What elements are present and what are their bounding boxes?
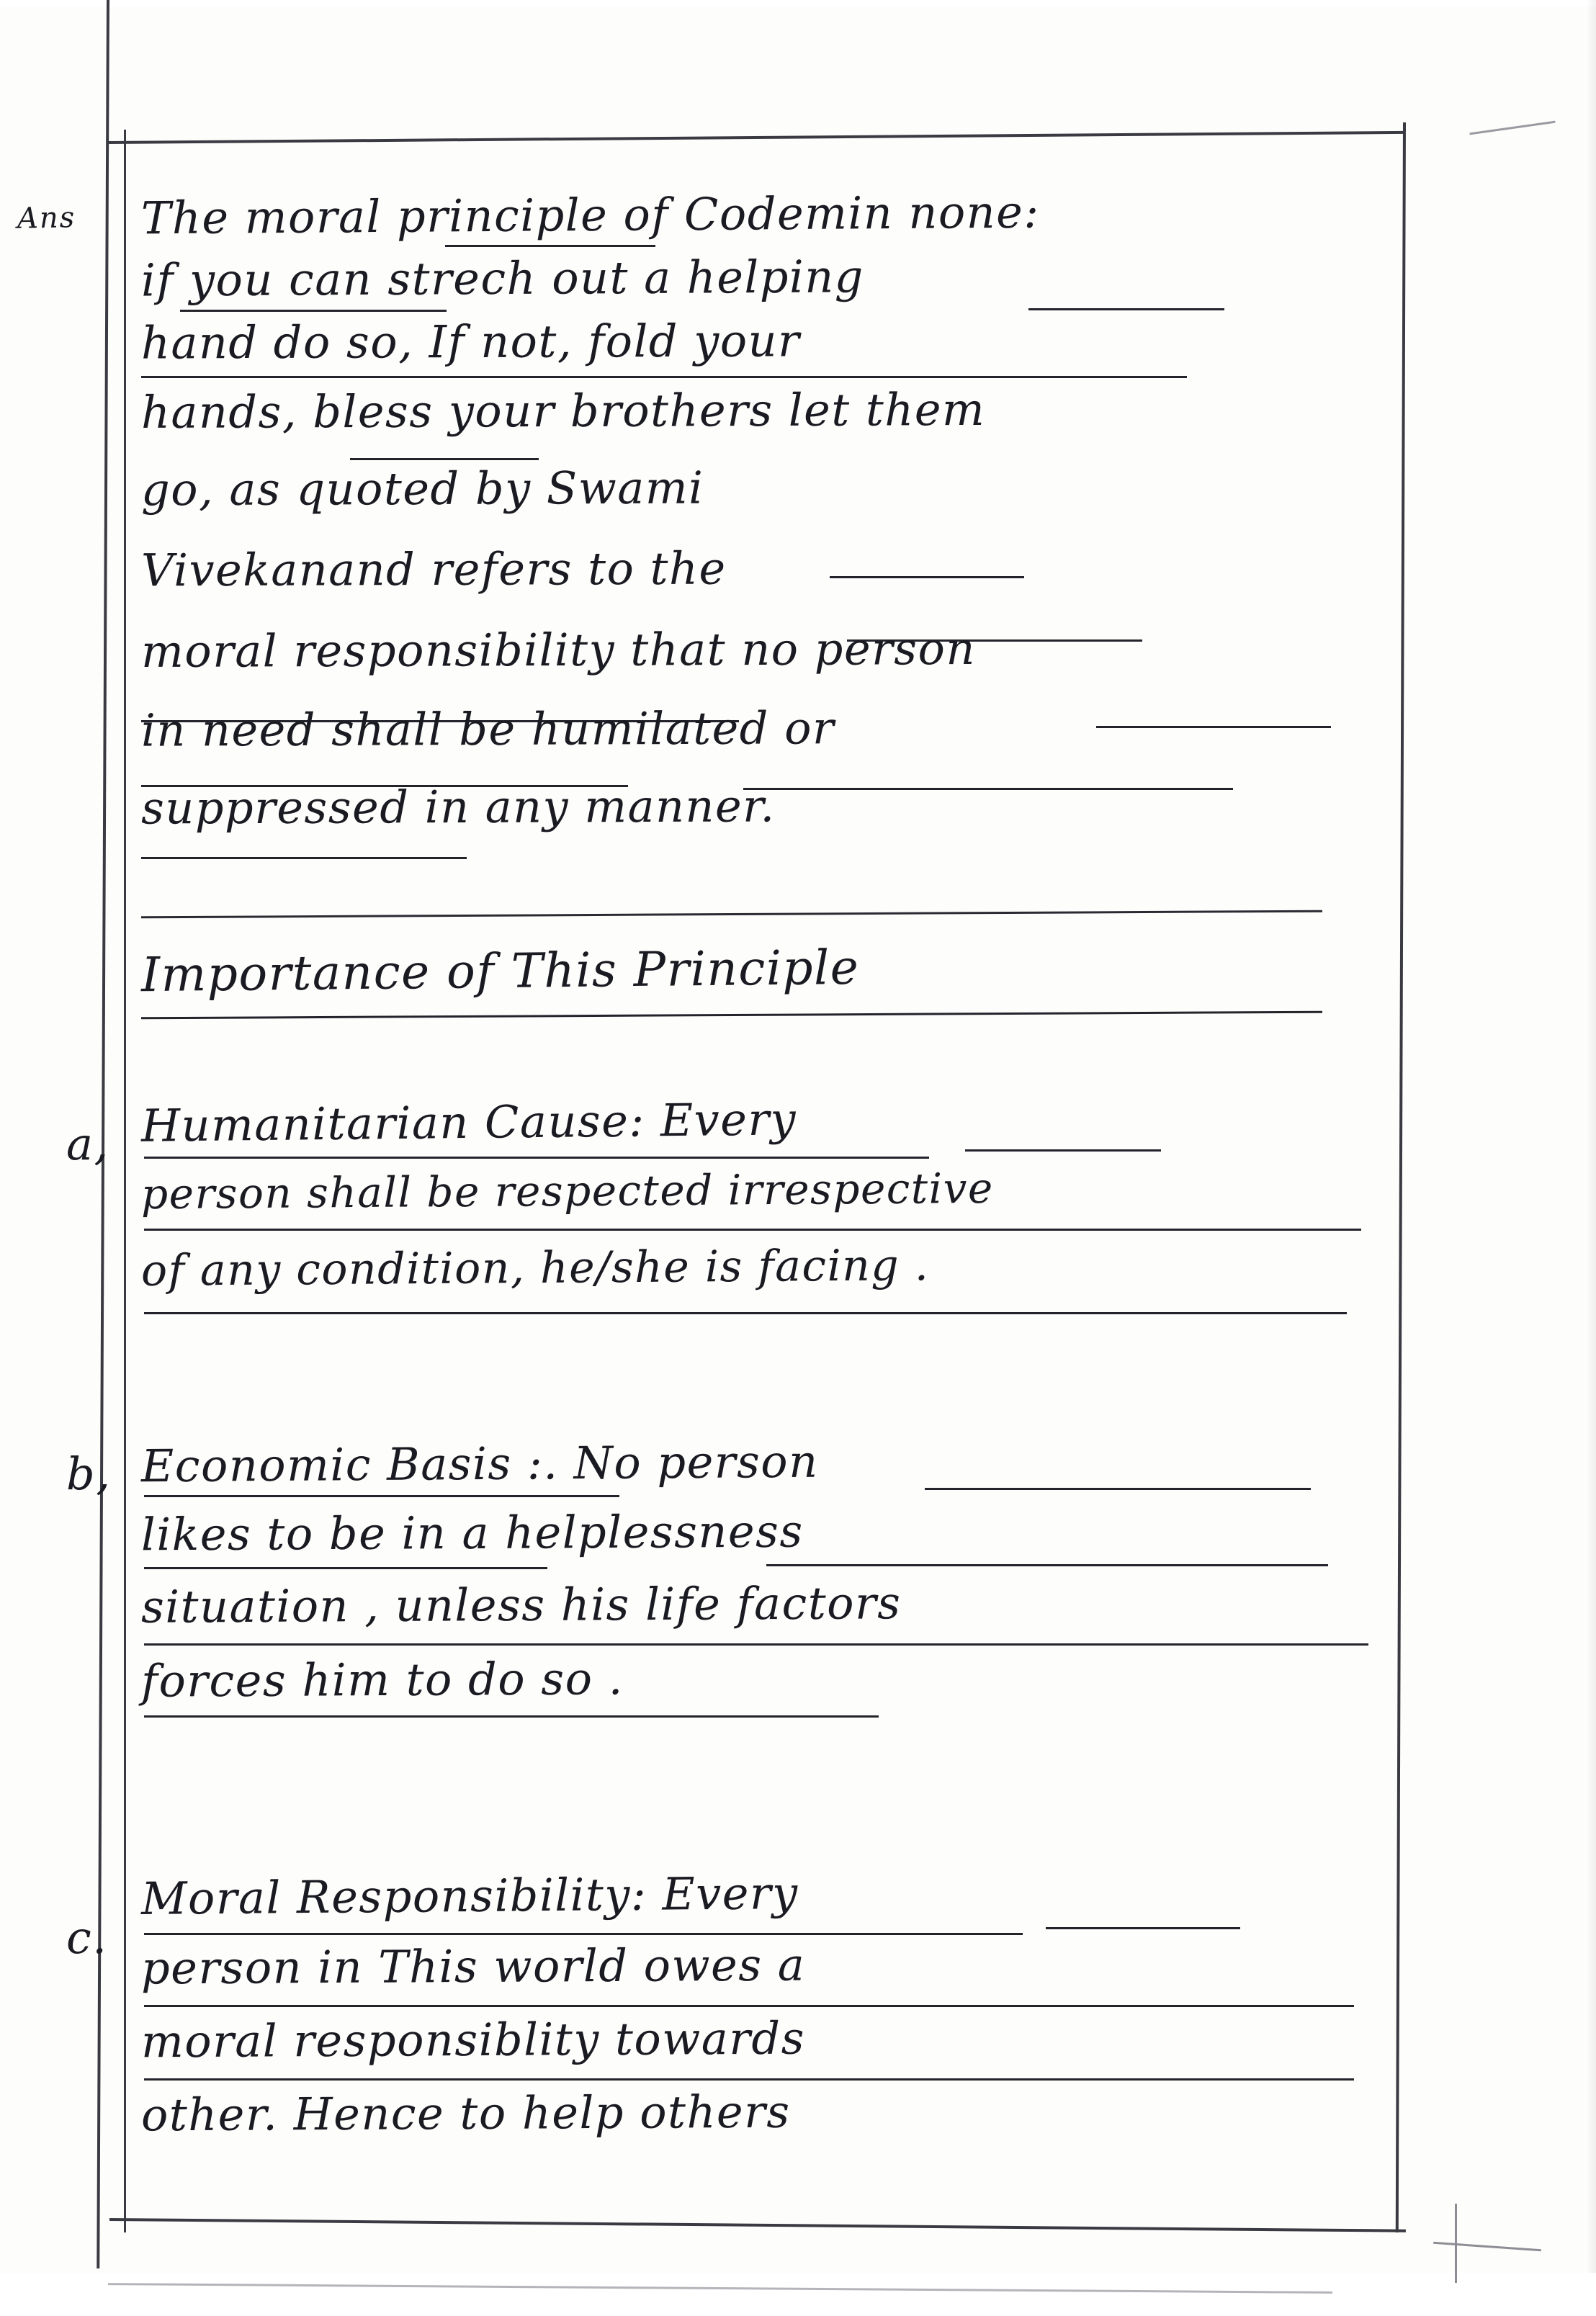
underline-stroke bbox=[965, 1149, 1161, 1152]
handwritten-line: hand do so, If not, fold your bbox=[140, 314, 801, 369]
heading-underline bbox=[141, 1011, 1322, 1020]
underline-stroke bbox=[350, 458, 539, 460]
underline-stroke bbox=[141, 376, 1187, 378]
separator-stroke bbox=[141, 910, 1322, 919]
underline-stroke bbox=[144, 2005, 1354, 2007]
underline-stroke bbox=[1096, 726, 1331, 728]
underline-stroke bbox=[445, 245, 655, 247]
underline-stroke bbox=[830, 576, 1024, 578]
handwritten-line: other. Hence to help others bbox=[140, 2085, 791, 2142]
underline-stroke bbox=[1028, 308, 1224, 310]
handwritten-line: in need shall be humilated or bbox=[140, 701, 835, 757]
handwritten-line: forces him to do so . bbox=[140, 1652, 624, 1707]
underline-stroke bbox=[1046, 1927, 1240, 1929]
underline-stroke bbox=[144, 2078, 1354, 2081]
underline-stroke bbox=[144, 1715, 879, 1718]
scan-edge-top bbox=[0, 0, 1596, 7]
handwritten-line: Moral Responsibility: Every bbox=[140, 1867, 799, 1925]
underline-stroke bbox=[144, 1157, 929, 1159]
handwritten-line: moral responsiblity towards bbox=[140, 2011, 806, 2068]
handwritten-line: Economic Basis :. No person bbox=[140, 1435, 819, 1493]
scan-edge-bottom bbox=[0, 2273, 1596, 2316]
list-marker: c. bbox=[66, 1911, 108, 1964]
underline-stroke bbox=[144, 1229, 1361, 1231]
underline-stroke bbox=[144, 1643, 1368, 1646]
handwritten-line: hands, bless your brothers let them bbox=[140, 382, 986, 439]
underline-stroke bbox=[141, 857, 467, 859]
list-marker: b, bbox=[66, 1448, 112, 1500]
handwritten-line: suppressed in any manner. bbox=[140, 779, 776, 835]
answer-label: Ans bbox=[17, 201, 76, 235]
handwritten-line: if you can strech out a helping bbox=[140, 250, 865, 307]
underline-stroke bbox=[144, 1933, 1023, 1935]
handwritten-line: person in This world owes a bbox=[140, 1938, 806, 1995]
handwritten-line: go, as quoted by Swami bbox=[140, 461, 704, 516]
underline-stroke bbox=[766, 1564, 1328, 1566]
top-frame-rule bbox=[108, 131, 1404, 144]
handwritten-line: Humanitarian Cause: Every bbox=[140, 1092, 797, 1152]
handwritten-line: Vivekanand refers to the bbox=[140, 542, 727, 597]
underline-stroke bbox=[144, 1495, 619, 1497]
handwritten-line: situation , unless his life factors bbox=[140, 1576, 902, 1633]
handwritten-line: likes to be in a helplessness bbox=[140, 1504, 804, 1561]
bottom-frame-rule bbox=[109, 2218, 1406, 2232]
underline-stroke bbox=[180, 310, 447, 312]
underline-stroke bbox=[925, 1488, 1311, 1490]
handwritten-line: of any condition, he/she is facing . bbox=[140, 1240, 930, 1296]
corner-mark-bottom-right bbox=[1433, 2242, 1541, 2251]
handwritten-line: person shall be respected irrespective bbox=[140, 1163, 994, 1219]
answer-column-rule bbox=[124, 130, 126, 2232]
underline-stroke bbox=[743, 788, 1233, 790]
handwritten-line: The moral principle of Codemin none: bbox=[140, 185, 1040, 245]
scan-edge-right bbox=[1586, 0, 1596, 2316]
underline-stroke bbox=[144, 1567, 547, 1569]
section-heading: Importance of This Principle bbox=[140, 939, 860, 1003]
handwritten-line: moral responsibility that no person bbox=[140, 621, 976, 678]
underline-stroke bbox=[144, 1312, 1347, 1314]
corner-mark-top-right bbox=[1469, 121, 1555, 135]
right-frame-rule bbox=[1396, 122, 1406, 2232]
list-marker: a, bbox=[66, 1118, 109, 1170]
corner-mark-bottom-right-vertical bbox=[1455, 2204, 1457, 2283]
